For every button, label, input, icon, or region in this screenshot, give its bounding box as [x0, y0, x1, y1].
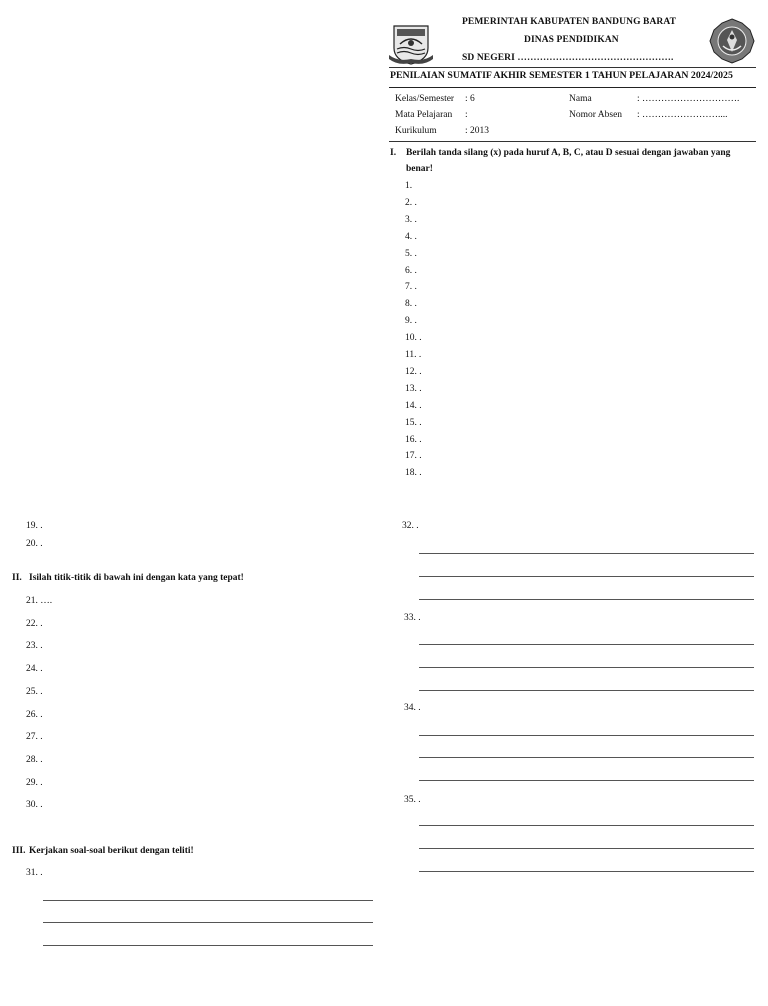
answer-line[interactable] [419, 735, 754, 736]
question-27: 27. . [26, 732, 43, 743]
answer-line[interactable] [419, 848, 754, 849]
question-19: 19. . [26, 521, 43, 531]
question-5: 5. . [405, 248, 417, 259]
section2-numeral: II. [12, 573, 22, 583]
answer-line[interactable] [43, 900, 373, 901]
question-14: 14. . [405, 400, 422, 411]
question-35: 35. . [404, 795, 421, 805]
question-29: 29. . [26, 777, 43, 788]
department-name: DINAS PENDIDIKAN [524, 35, 619, 45]
absen-value: : …………………….... [637, 110, 728, 120]
answer-line[interactable] [419, 553, 754, 554]
kurikulum-label: Kurikulum [395, 126, 437, 136]
government-name: PEMERINTAH KABUPATEN BANDUNG BARAT [462, 17, 677, 27]
section1-instruction-line2: benar! [406, 164, 433, 174]
absen-label: Nomor Absen [569, 110, 623, 120]
question-24: 24. . [26, 664, 43, 675]
question-26: 26. . [26, 709, 43, 720]
answer-line[interactable] [419, 667, 754, 668]
question-11: 11. . [405, 350, 422, 360]
question-15: 15. . [405, 417, 422, 428]
answer-line[interactable] [419, 780, 754, 781]
question-31: 31. . [26, 868, 43, 878]
mapel-value: : [465, 110, 468, 120]
question-7: 7. . [405, 282, 417, 293]
header-rule-top [389, 67, 756, 68]
question-10: 10. . [405, 333, 422, 344]
question-33: 33. . [404, 613, 421, 623]
question-17: 17. . [405, 451, 422, 462]
section3-numeral: III. [12, 846, 26, 856]
question-1: 1. [405, 181, 413, 191]
question-12: 12. . [405, 366, 422, 377]
exam-title: PENILAIAN SUMATIF AKHIR SEMESTER 1 TAHUN PELAJARAN 2024/2025 [390, 70, 733, 81]
answer-line[interactable] [419, 757, 754, 758]
answer-line[interactable] [419, 825, 754, 826]
question-9: 9. . [405, 316, 417, 327]
question-30: 30. . [26, 800, 43, 811]
answer-line[interactable] [419, 599, 754, 600]
question-22: 22. . [26, 618, 43, 629]
section1-numeral: I. [390, 148, 397, 158]
question-23: 23. . [26, 641, 43, 652]
nama-value: : …………………………. [637, 94, 740, 104]
question-18: 18. . [405, 468, 422, 479]
regency-emblem-icon [388, 22, 434, 66]
answer-line[interactable] [419, 576, 754, 577]
header-rule-bottom [389, 87, 756, 88]
question-6: 6. . [405, 265, 417, 276]
answer-line[interactable] [419, 871, 754, 872]
mapel-label: Mata Pelajaran [395, 110, 453, 120]
question-28: 28. . [26, 754, 43, 765]
question-8: 8. . [405, 299, 417, 310]
question-2: 2. . [405, 197, 417, 208]
section1-instruction-line1: Berilah tanda silang (x) pada huruf A, B, C, atau D sesuai dengan jawaban yang [406, 148, 731, 158]
question-4: 4. . [405, 231, 417, 242]
kelas-value: : 6 [465, 94, 475, 104]
answer-line[interactable] [419, 644, 754, 645]
question-20: 20. . [26, 539, 43, 549]
tut-wuri-handayani-icon [709, 18, 755, 64]
question-34: 34. . [404, 703, 421, 713]
answer-line[interactable] [419, 690, 754, 691]
answer-line[interactable] [43, 922, 373, 923]
identity-rule [389, 141, 756, 142]
question-3: 3. . [405, 214, 417, 225]
nama-label: Nama [569, 94, 592, 104]
kurikulum-value: : 2013 [465, 126, 490, 136]
school-name: SD NEGERI …………………………………………. [462, 53, 674, 63]
answer-line[interactable] [43, 945, 373, 946]
question-25: 25. . [26, 686, 43, 697]
question-16: 16. . [405, 434, 422, 445]
kelas-label: Kelas/Semester [395, 94, 455, 104]
question-32: 32. . [402, 521, 419, 531]
section2-instruction: Isilah titik-titik di bawah ini dengan kata yang tepat! [29, 573, 244, 583]
section3-instruction: Kerjakan soal-soal berikut dengan teliti! [29, 846, 194, 856]
question-21: 21. …. [26, 596, 53, 606]
question-13: 13. . [405, 383, 422, 394]
